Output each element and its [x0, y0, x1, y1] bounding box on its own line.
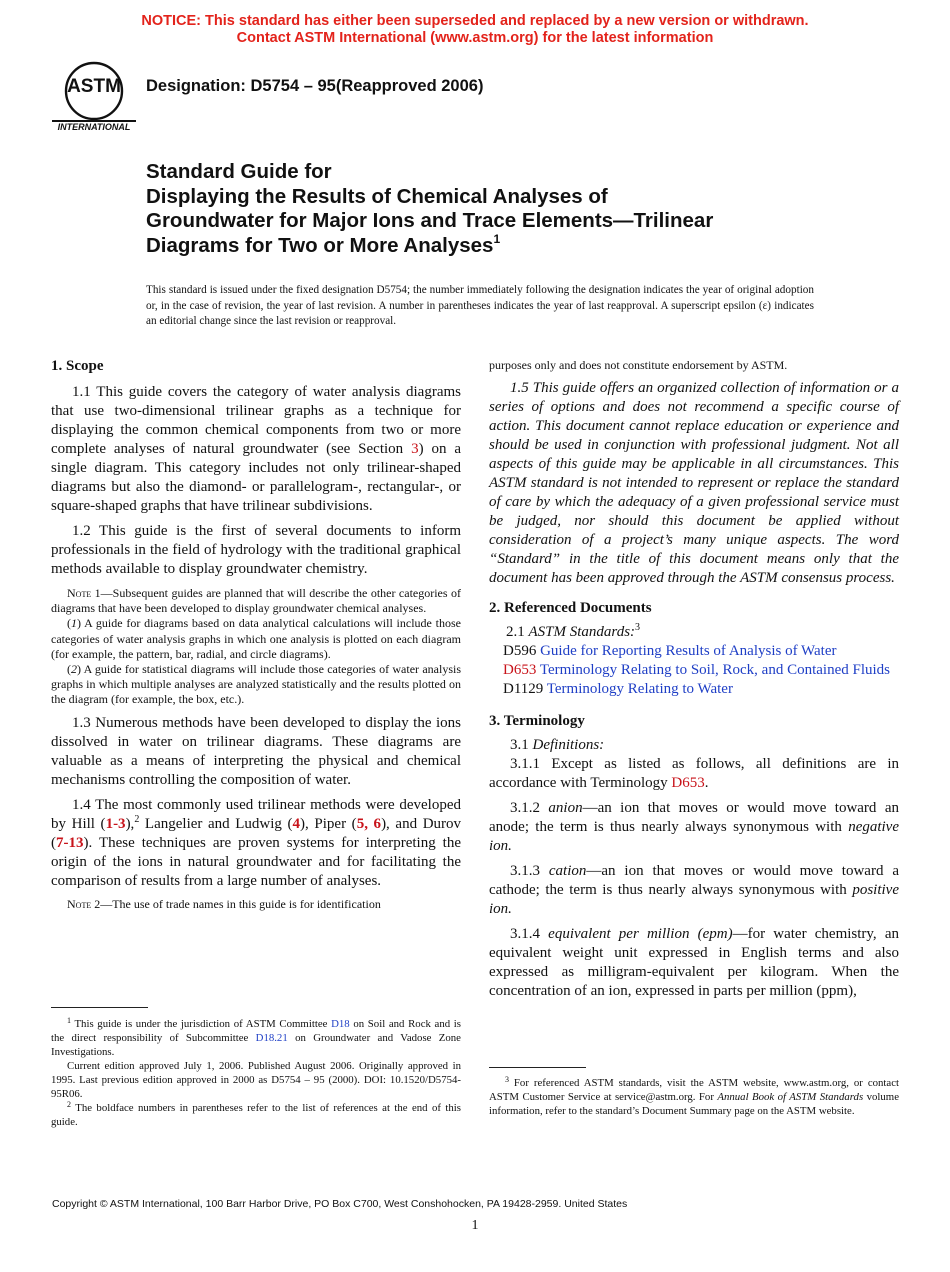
notice-line-2: Contact ASTM International (www.astm.org) for the latest information [236, 30, 714, 46]
issued-statement: This standard is issued under the fixed designation D5754; the number immediately following the designation indicates the year of original adoption or, in the case of revision, the year of last revision. A number in parentheses indicates the year of last reapproval. A superscript epsilon (ε) indicates an editorial change since the last revision or reapproval. [146, 284, 814, 327]
right-column [489, 358, 899, 1001]
ref-d653 [489, 661, 899, 680]
section-3-heading: 3. Terminology [489, 713, 585, 729]
footnote-1-edition: Current edition approved July 1, 2006. Published August 2006. Originally approved in 1995. Last previous edition approved in 2000 as D5754 – 95 (2000). DOI: 10.1520/D5754-95R06. [51, 1060, 461, 1100]
para-2-1: 2.1 ASTM Standards:$^3$ [506, 622, 641, 640]
left-column [51, 358, 461, 912]
para-3-1-3: 3.1.3 cation—an ion that moves or would move toward a cathode; the term is thus nearly always synonymous with positive ion. [489, 863, 899, 917]
title-line-1: Standard Guide for [146, 160, 332, 183]
para-3-1: 3.1 Definitions: [510, 737, 605, 753]
ref-d653-code[interactable]: D653 [503, 662, 537, 678]
note-2-continued: purposes only and does not constitute endorsement by ASTM. [489, 358, 788, 372]
ref-link-langelier[interactable]: 4 [292, 815, 301, 832]
right-footnote-rule [489, 1067, 586, 1068]
section-1-heading: 1. Scope [51, 358, 104, 374]
note-1-item-1: (1) A guide for diagrams based on data analytical calculations will include those categories of water analysis graphs in which one analysis is plotted on each diagram (for example, the pattern, bar, radial, and circle diagrams). [51, 616, 461, 661]
ref-link-hill[interactable]: 1-3 [105, 815, 126, 832]
supersede-notice [0, 13, 950, 47]
document-title [146, 160, 846, 258]
ref-d1129 [489, 680, 899, 699]
para-1-1: 1.1 This guide covers the category of water analysis diagrams that use two-dimensional trilinear graphs as a technique for displaying the common chemical components from two or more complete analyses of natural groundwater (see Section 3) on a single diagram. This category includes not only trilinear-shaped diagrams but also the diamond- or parallelogram-, rectangular-, or square-shaped graphs that have trilinear subdivisions. [51, 384, 461, 514]
ref-d596 [489, 642, 899, 661]
note-2: Note 2—The use of trade names in this guide is for identification [67, 896, 381, 911]
para-1-4: 1.4 The most commonly used trilinear methods were developed by Hill (1-3),$^2$ Langelier and Ludwig (4), Piper (5, 6), and Durov (7-13). These techniques are proven systems for interpreting the origin of the ions in natural groundwater and for facilitating the comparison of results from a large number of analyses. [51, 796, 462, 889]
copyright-line: Copyright © ASTM International, 100 Barr Harbor Drive, PO Box C700, West Conshohocken, PA 19428-2959. United States [52, 1198, 628, 1210]
logo-letters: ASTM [67, 76, 121, 97]
terminology-d653-link[interactable]: D653 [671, 775, 705, 791]
ref-link-piper[interactable]: 5, 6 [356, 815, 382, 832]
ref-d596-code: D596 [503, 643, 537, 659]
section-3-link[interactable]: 3 [411, 441, 419, 457]
committee-d18-link[interactable]: D18 [331, 1018, 350, 1030]
astm-logo [52, 58, 136, 132]
left-footnotes [51, 1017, 461, 1129]
subcommittee-link[interactable]: D18.21 [255, 1032, 288, 1044]
note-1-item-2: (2) A guide for statistical diagrams will include those categories of water analysis graphs in which multiple analyses are analyzed statistically and the results plotted on the diagram (for example, the box, etc.). [51, 662, 461, 707]
left-footnote-rule [51, 1007, 148, 1008]
ref-d1129-code: D1129 [503, 681, 544, 697]
para-1-2: 1.2 This guide is the first of several documents to inform professionals in the field of hydrology with the traditional graphical methods available to display groundwater chemistry. [51, 523, 461, 577]
section-2-heading: 2. Referenced Documents [489, 600, 652, 616]
ref-d653-title[interactable]: Terminology Relating to Soil, Rock, and Contained Fluids [539, 662, 891, 678]
ref-d1129-title[interactable]: Terminology Relating to Water [546, 681, 733, 697]
right-footnotes [489, 1076, 899, 1118]
para-3-1-2: 3.1.2 anion—an ion that moves or would move toward an anode; the term is thus nearly always synonymous with negative ion. [489, 800, 899, 854]
title-line-3: Groundwater for Major Ions and Trace Elements—Trilinear [146, 209, 714, 232]
ref-d596-title[interactable]: Guide for Reporting Results of Analysis of Water [540, 643, 837, 659]
ref-link-durov[interactable]: 7-13 [56, 834, 84, 851]
designation: Designation: D5754 – 95(Reapproved 2006) [146, 77, 484, 95]
footnote-1: $^1$ This guide is under the jurisdiction of ASTM Committee D18 on Soil and Rock and is the direct responsibility of Subcommittee D18.21 on Groundwater and Vadose Zone Investigations. [51, 1016, 461, 1058]
footnote-2: $^2$ The boldface numbers in parentheses refer to the list of references at the end of this guide. [51, 1100, 461, 1128]
para-3-1-4: 3.1.4 equivalent per million (epm)—for water chemistry, an equivalent weight unit expressed in English terms and also expressed as milligram-equivalent per kilogram. When the concentration of an ion, expressed in parts per million (ppm), [489, 926, 899, 999]
logo-caption: INTERNATIONAL [57, 122, 131, 132]
para-3-1-1: 3.1.1 Except as listed as follows, all definitions are in accordance with Terminology D653. [489, 756, 899, 791]
title-footnote-mark: 1 [493, 231, 501, 246]
page-number: 1 [471, 1218, 479, 1233]
para-1-3: 1.3 Numerous methods have been developed to display the ions dissolved in water on trilinear diagrams. These diagrams are valuable as a means of interpreting the physical and chemical mechanisms controlling the composition of water. [51, 714, 461, 788]
title-line-2: Displaying the Results of Chemical Analyses of [146, 184, 608, 208]
title-line-4: Diagrams for Two or More Analyses [146, 233, 494, 257]
notice-line-1: NOTICE: This standard has either been superseded and replaced by a new version or withdrawn. [141, 13, 809, 29]
para-1-5: 1.5 This guide offers an organized collection of information or a series of options and does not recommend a specific course of action. This document cannot replace education or experience and should be used in conjunction with professional judgment. Not all aspects of this guide may be applicable in all circumstances. This ASTM standard is not intended to represent or replace the standard of care by which the adequacy of a given professional service must be judged, nor should this document be applied without consideration of a project’s many unique aspects. The word “Standard” in the title of this document means only that the document has been approved through the ASTM consensus process. [489, 380, 899, 586]
footnote-3: $^3$ For referenced ASTM standards, visit the ASTM website, www.astm.org, or contact ASTM Customer Service at service@astm.org. For Annual Book of ASTM Standards volume information, refer to the standard’s Document Summary page on the ASTM website. [489, 1075, 899, 1117]
note-1: Note 1—Subsequent guides are planned that will describe the other categories of diagrams that have been developed to display groundwater chemical analyses. [51, 586, 461, 616]
